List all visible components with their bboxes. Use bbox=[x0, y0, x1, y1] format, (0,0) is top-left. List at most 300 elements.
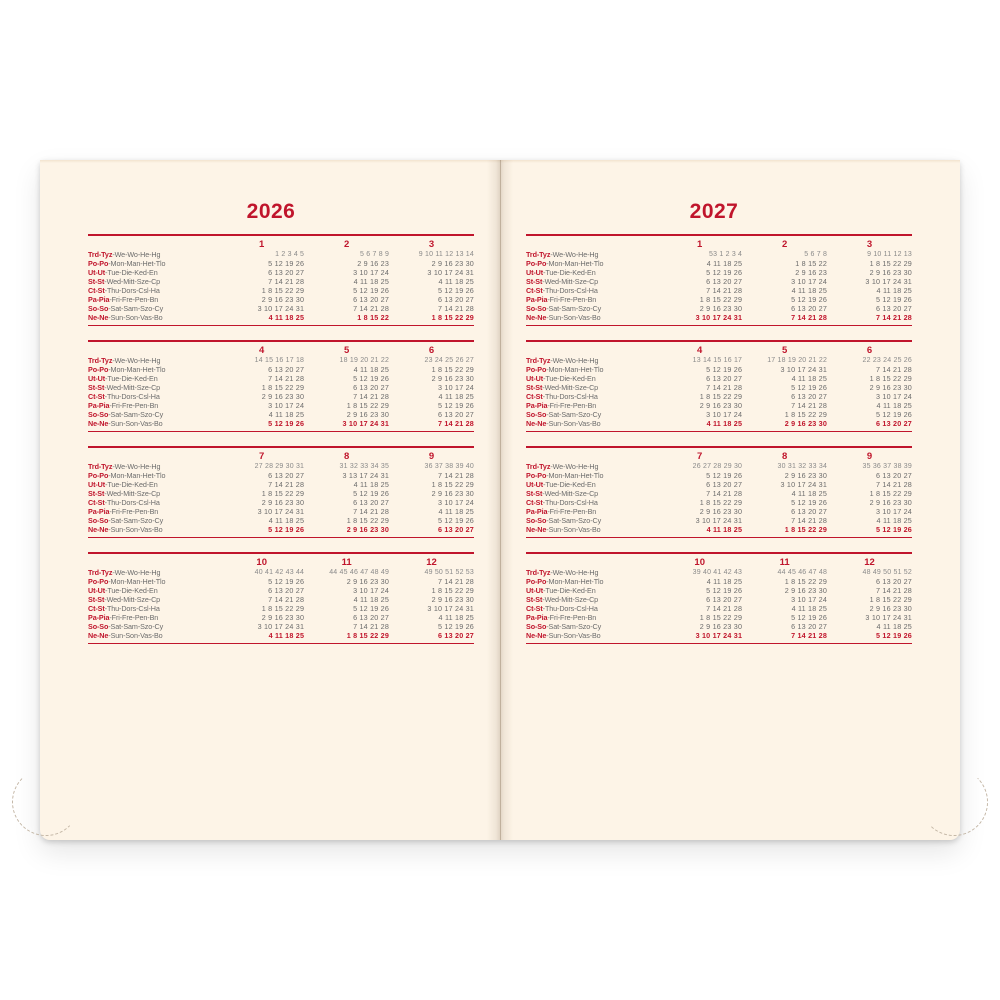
date-numbers: 3 10 17 24 bbox=[876, 391, 912, 401]
day-row bbox=[88, 277, 474, 286]
day-row bbox=[88, 525, 474, 534]
date-numbers: 7 14 21 28 bbox=[438, 576, 474, 586]
date-numbers: 5 12 19 26 bbox=[706, 364, 743, 374]
date-numbers: 6 13 20 27 bbox=[791, 621, 828, 631]
quarter-table bbox=[526, 451, 912, 534]
quarter-block bbox=[526, 552, 912, 644]
date-numbers: 3 10 17 24 bbox=[791, 594, 828, 604]
day-row bbox=[526, 356, 912, 365]
date-numbers: 1 8 15 22 29 bbox=[261, 603, 305, 613]
day-label: Ne-Ne-Sun-Son-Vas-Bo bbox=[88, 418, 163, 428]
date-numbers: 4 11 18 25 bbox=[268, 630, 305, 640]
week-numbers: 35 36 37 38 39 bbox=[862, 462, 912, 470]
week-numbers: 53 1 2 3 4 bbox=[709, 250, 743, 258]
date-numbers: 6 13 20 27 bbox=[353, 497, 390, 507]
date-numbers: 7 14 21 28 bbox=[438, 470, 474, 480]
day-row bbox=[88, 471, 474, 480]
day-row bbox=[526, 268, 912, 277]
date-numbers: 1 8 15 22 29 bbox=[431, 479, 474, 489]
date-numbers: 1 8 15 22 29 bbox=[784, 524, 828, 534]
date-numbers: 6 13 20 27 bbox=[268, 585, 305, 595]
day-label: So-So-Sat-Sam-Szo-Cy bbox=[88, 409, 164, 419]
day-row bbox=[526, 401, 912, 410]
date-numbers: 1 8 15 22 29 bbox=[261, 285, 305, 295]
day-row bbox=[526, 525, 912, 534]
day-label: Ct-St-Thu-Dors-Csl-Ha bbox=[526, 285, 598, 295]
date-numbers: 6 13 20 27 bbox=[268, 364, 305, 374]
date-numbers: 5 12 19 26 bbox=[791, 612, 828, 622]
day-label: Trd-Tyz-We-Wo-He-Hg bbox=[88, 249, 161, 259]
day-label: Trd-Tyz-We-Wo-He-Hg bbox=[88, 567, 161, 577]
date-numbers: 3 10 17 24 31 bbox=[780, 364, 828, 374]
date-numbers: 7 14 21 28 bbox=[268, 276, 305, 286]
day-label: So-So-Sat-Sam-Szo-Cy bbox=[88, 515, 164, 525]
date-numbers: 6 13 20 27 bbox=[438, 524, 474, 534]
day-row bbox=[526, 471, 912, 480]
date-numbers: 4 11 18 25 bbox=[268, 312, 305, 322]
day-label: St-St-Wed-Mitt-Sze-Cp bbox=[526, 382, 599, 392]
header-spacer bbox=[526, 239, 657, 250]
week-numbers: 27 28 29 30 31 bbox=[254, 462, 305, 470]
date-numbers: 2 9 16 23 30 bbox=[784, 418, 828, 428]
day-row bbox=[526, 304, 912, 313]
week-numbers: 44 45 46 47 48 49 bbox=[329, 568, 390, 576]
date-numbers: 3 10 17 24 bbox=[791, 276, 828, 286]
date-numbers: 5 12 19 26 bbox=[438, 400, 474, 410]
day-row bbox=[88, 462, 474, 471]
day-label: Ut-Ut-Tue-Die-Ked-En bbox=[526, 479, 596, 489]
month-number: 2 bbox=[343, 238, 350, 250]
month-number: 2 bbox=[781, 238, 788, 250]
date-numbers: 4 11 18 25 bbox=[706, 418, 743, 428]
quarter-table bbox=[526, 239, 912, 322]
day-label: Po-Po-Mon-Man-Het-Tlo bbox=[526, 576, 604, 586]
date-numbers: 4 11 18 25 bbox=[438, 276, 474, 286]
day-row bbox=[526, 392, 912, 401]
date-numbers: 7 14 21 28 bbox=[706, 285, 743, 295]
day-label: Pa-Pia-Fri-Fre-Pen-Bn bbox=[526, 506, 597, 516]
day-label: Ne-Ne-Sun-Son-Vas-Bo bbox=[526, 524, 601, 534]
day-row bbox=[88, 489, 474, 498]
date-numbers: 6 13 20 27 bbox=[706, 276, 743, 286]
day-label: Po-Po-Mon-Man-Het-Tlo bbox=[88, 364, 166, 374]
day-label: St-St-Wed-Mitt-Sze-Cp bbox=[88, 382, 161, 392]
date-numbers: 4 11 18 25 bbox=[706, 258, 743, 268]
date-numbers: 2 9 16 23 30 bbox=[346, 576, 390, 586]
date-numbers: 6 13 20 27 bbox=[876, 418, 912, 428]
day-row bbox=[88, 356, 474, 365]
date-numbers: 5 12 19 26 bbox=[438, 285, 474, 295]
month-header-row bbox=[526, 239, 912, 250]
day-label: St-St-Wed-Mitt-Sze-Cp bbox=[88, 488, 161, 498]
date-numbers: 7 14 21 28 bbox=[706, 603, 743, 613]
month-header-row bbox=[88, 239, 474, 250]
week-numbers: 44 45 46 47 48 bbox=[777, 568, 828, 576]
date-numbers: 7 14 21 28 bbox=[791, 515, 828, 525]
date-numbers: 7 14 21 28 bbox=[353, 303, 390, 313]
day-label: Trd-Tyz-We-Wo-He-Hg bbox=[88, 355, 161, 365]
date-numbers: 1 8 15 22 29 bbox=[699, 612, 743, 622]
date-numbers: 4 11 18 25 bbox=[706, 576, 743, 586]
day-label: Ut-Ut-Tue-Die-Ked-En bbox=[526, 585, 596, 595]
date-numbers: 5 12 19 26 bbox=[268, 524, 305, 534]
day-label: St-St-Wed-Mitt-Sze-Cp bbox=[88, 594, 161, 604]
date-numbers: 1 8 15 22 29 bbox=[869, 373, 912, 383]
day-row bbox=[526, 595, 912, 604]
quarter-rule-top bbox=[88, 234, 474, 236]
quarter-block bbox=[526, 234, 912, 326]
date-numbers: 7 14 21 28 bbox=[353, 621, 390, 631]
date-numbers: 4 11 18 25 bbox=[438, 612, 474, 622]
date-numbers: 5 12 19 26 bbox=[353, 373, 390, 383]
day-label: So-So-Sat-Sam-Szo-Cy bbox=[526, 303, 602, 313]
day-label: Trd-Tyz-We-Wo-He-Hg bbox=[526, 567, 599, 577]
day-row bbox=[88, 604, 474, 613]
date-numbers: 5 12 19 26 bbox=[876, 630, 912, 640]
date-numbers: 7 14 21 28 bbox=[706, 488, 743, 498]
day-label: Pa-Pia-Fri-Fre-Pen-Bn bbox=[526, 400, 597, 410]
date-numbers: 5 12 19 26 bbox=[876, 409, 912, 419]
date-numbers: 6 13 20 27 bbox=[438, 409, 474, 419]
month-number: 7 bbox=[697, 450, 703, 462]
month-number: 7 bbox=[259, 450, 265, 462]
date-numbers: 5 12 19 26 bbox=[706, 585, 743, 595]
date-numbers: 2 9 16 23 30 bbox=[784, 470, 828, 480]
day-row bbox=[526, 259, 912, 268]
quarter-rule-top bbox=[526, 446, 912, 448]
week-numbers: 30 31 32 33 34 bbox=[777, 462, 828, 470]
date-numbers: 6 13 20 27 bbox=[353, 612, 390, 622]
day-row bbox=[88, 313, 474, 322]
week-numbers: 9 10 11 12 13 bbox=[867, 250, 912, 258]
quarter-block bbox=[88, 552, 474, 644]
day-label: Po-Po-Mon-Man-Het-Tlo bbox=[526, 364, 604, 374]
month-number: 9 bbox=[428, 450, 435, 462]
day-row bbox=[88, 631, 474, 640]
date-numbers: 1 8 15 22 29 bbox=[784, 409, 828, 419]
day-row bbox=[88, 374, 474, 383]
date-numbers: 5 12 19 26 bbox=[706, 470, 743, 480]
day-label: St-St-Wed-Mitt-Sze-Cp bbox=[526, 276, 599, 286]
date-numbers: 3 10 17 24 31 bbox=[695, 515, 743, 525]
day-row bbox=[88, 286, 474, 295]
date-numbers: 2 9 16 23 bbox=[357, 258, 390, 268]
day-row bbox=[88, 304, 474, 313]
day-row bbox=[88, 401, 474, 410]
month-number: 8 bbox=[343, 450, 350, 462]
day-label: Ut-Ut-Tue-Die-Ked-En bbox=[88, 267, 158, 277]
day-label: So-So-Sat-Sam-Szo-Cy bbox=[526, 409, 602, 419]
header-spacer bbox=[526, 557, 657, 568]
date-numbers: 2 9 16 23 30 bbox=[699, 303, 743, 313]
week-numbers: 1 2 3 4 5 bbox=[275, 250, 305, 258]
date-numbers: 5 12 19 26 bbox=[791, 294, 828, 304]
quarter-rule-bottom bbox=[88, 537, 474, 539]
date-numbers: 2 9 16 23 30 bbox=[346, 409, 390, 419]
month-number: 3 bbox=[428, 238, 435, 250]
date-numbers: 1 8 15 22 29 bbox=[431, 312, 474, 322]
day-row bbox=[526, 462, 912, 471]
day-row bbox=[88, 586, 474, 595]
date-numbers: 3 10 17 24 31 bbox=[427, 267, 474, 277]
quarter-block bbox=[88, 446, 474, 538]
header-spacer bbox=[88, 451, 219, 462]
date-numbers: 1 8 15 22 29 bbox=[699, 497, 743, 507]
date-numbers: 3 10 17 24 bbox=[706, 409, 743, 419]
date-numbers: 5 12 19 26 bbox=[438, 621, 474, 631]
date-numbers: 6 13 20 27 bbox=[791, 506, 828, 516]
day-label: St-St-Wed-Mitt-Sze-Cp bbox=[88, 276, 161, 286]
day-label: Pa-Pia-Fri-Fre-Pen-Bn bbox=[88, 400, 159, 410]
date-numbers: 3 10 17 24 31 bbox=[865, 612, 912, 622]
day-row bbox=[88, 419, 474, 428]
date-numbers: 3 10 17 24 bbox=[876, 506, 912, 516]
day-label: Ne-Ne-Sun-Son-Vas-Bo bbox=[526, 630, 601, 640]
quarter-table bbox=[88, 239, 474, 322]
day-label: Trd-Tyz-We-Wo-He-Hg bbox=[526, 461, 599, 471]
week-numbers: 5 6 7 8 9 bbox=[360, 250, 390, 258]
right-page bbox=[500, 160, 960, 840]
day-label: Ne-Ne-Sun-Son-Vas-Bo bbox=[526, 312, 601, 322]
quarter-rule-bottom bbox=[526, 431, 912, 433]
date-numbers: 7 14 21 28 bbox=[438, 418, 474, 428]
month-header-row bbox=[88, 451, 474, 462]
month-number: 4 bbox=[697, 344, 703, 356]
date-numbers: 4 11 18 25 bbox=[353, 479, 390, 489]
day-label: Po-Po-Mon-Man-Het-Tlo bbox=[88, 576, 166, 586]
date-numbers: 5 12 19 26 bbox=[268, 418, 305, 428]
date-numbers: 2 9 16 23 30 bbox=[261, 391, 305, 401]
day-label: Po-Po-Mon-Man-Het-Tlo bbox=[88, 470, 166, 480]
day-row bbox=[88, 410, 474, 419]
date-numbers: 2 9 16 23 30 bbox=[431, 258, 474, 268]
date-numbers: 3 10 17 24 31 bbox=[865, 276, 912, 286]
date-numbers: 3 10 17 24 31 bbox=[257, 621, 305, 631]
date-numbers: 4 11 18 25 bbox=[353, 276, 390, 286]
month-number: 11 bbox=[341, 556, 352, 568]
day-row bbox=[526, 419, 912, 428]
day-label: Pa-Pia-Fri-Fre-Pen-Bn bbox=[526, 612, 597, 622]
date-numbers: 5 12 19 26 bbox=[268, 258, 305, 268]
date-numbers: 6 13 20 27 bbox=[791, 391, 828, 401]
date-numbers: 5 12 19 26 bbox=[353, 285, 390, 295]
quarter-block bbox=[526, 446, 912, 538]
date-numbers: 2 9 16 23 30 bbox=[431, 594, 474, 604]
date-numbers: 1 8 15 22 29 bbox=[346, 630, 390, 640]
month-number: 12 bbox=[426, 556, 437, 568]
month-number: 1 bbox=[259, 238, 265, 250]
date-numbers: 7 14 21 28 bbox=[706, 382, 743, 392]
quarter-table bbox=[526, 557, 912, 640]
quarter-rule-top bbox=[88, 340, 474, 342]
day-label: Ct-St-Thu-Dors-Csl-Ha bbox=[88, 603, 160, 613]
open-planner bbox=[40, 160, 960, 840]
date-numbers: 6 13 20 27 bbox=[438, 294, 474, 304]
date-numbers: 4 11 18 25 bbox=[438, 391, 474, 401]
day-row bbox=[88, 498, 474, 507]
day-label: Pa-Pia-Fri-Fre-Pen-Bn bbox=[88, 506, 159, 516]
day-row bbox=[88, 516, 474, 525]
date-numbers: 5 12 19 26 bbox=[438, 515, 474, 525]
month-number: 1 bbox=[697, 238, 703, 250]
date-numbers: 7 14 21 28 bbox=[876, 479, 912, 489]
date-numbers: 2 9 16 23 30 bbox=[699, 506, 743, 516]
date-numbers: 1 8 15 22 29 bbox=[431, 585, 474, 595]
week-numbers: 36 37 38 39 40 bbox=[424, 462, 474, 470]
date-numbers: 7 14 21 28 bbox=[791, 630, 828, 640]
day-row bbox=[88, 250, 474, 259]
day-row bbox=[526, 374, 912, 383]
day-row bbox=[526, 295, 912, 304]
date-numbers: 2 9 16 23 30 bbox=[869, 267, 912, 277]
day-label: So-So-Sat-Sam-Szo-Cy bbox=[526, 515, 602, 525]
week-numbers: 48 49 50 51 52 bbox=[862, 568, 912, 576]
date-numbers: 6 13 20 27 bbox=[876, 470, 912, 480]
date-numbers: 3 10 17 24 31 bbox=[257, 506, 305, 516]
date-numbers: 3 10 17 24 31 bbox=[257, 303, 305, 313]
day-row bbox=[88, 480, 474, 489]
quarter-block bbox=[88, 234, 474, 326]
date-numbers: 7 14 21 28 bbox=[438, 303, 474, 313]
date-numbers: 3 10 17 24 bbox=[353, 267, 390, 277]
date-numbers: 4 11 18 25 bbox=[876, 285, 912, 295]
week-numbers: 9 10 11 12 13 14 bbox=[418, 250, 474, 258]
day-label: Pa-Pia-Fri-Fre-Pen-Bn bbox=[88, 612, 159, 622]
day-row bbox=[88, 595, 474, 604]
date-numbers: 6 13 20 27 bbox=[353, 382, 390, 392]
date-numbers: 3 10 17 24 bbox=[353, 585, 390, 595]
week-numbers: 49 50 51 52 53 bbox=[424, 568, 474, 576]
day-row bbox=[526, 313, 912, 322]
date-numbers: 2 9 16 23 30 bbox=[261, 612, 305, 622]
day-row bbox=[526, 604, 912, 613]
day-label: Ut-Ut-Tue-Die-Ked-En bbox=[526, 373, 596, 383]
quarter-rule-top bbox=[526, 340, 912, 342]
month-header-row bbox=[526, 451, 912, 462]
date-numbers: 5 12 19 26 bbox=[353, 603, 390, 613]
day-row bbox=[526, 277, 912, 286]
month-header-row bbox=[526, 345, 912, 356]
date-numbers: 3 10 17 24 bbox=[268, 400, 305, 410]
header-spacer bbox=[88, 557, 219, 568]
header-spacer bbox=[526, 345, 657, 356]
quarter-rule-bottom bbox=[526, 643, 912, 645]
week-numbers: 22 23 24 25 26 bbox=[862, 356, 912, 364]
month-number: 11 bbox=[779, 556, 790, 568]
date-numbers: 4 11 18 25 bbox=[268, 409, 305, 419]
day-row bbox=[526, 410, 912, 419]
day-row bbox=[88, 268, 474, 277]
date-numbers: 1 8 15 22 29 bbox=[699, 294, 743, 304]
day-label: Trd-Tyz-We-Wo-He-Hg bbox=[526, 249, 599, 259]
date-numbers: 5 12 19 26 bbox=[268, 576, 305, 586]
month-number: 4 bbox=[259, 344, 265, 356]
day-row bbox=[88, 622, 474, 631]
quarter-table bbox=[88, 557, 474, 640]
date-numbers: 3 10 17 24 bbox=[438, 497, 474, 507]
day-row bbox=[88, 392, 474, 401]
quarter-table bbox=[88, 345, 474, 428]
date-numbers: 1 8 15 22 29 bbox=[261, 382, 305, 392]
date-numbers: 7 14 21 28 bbox=[876, 585, 912, 595]
date-numbers: 2 9 16 23 30 bbox=[431, 488, 474, 498]
month-number: 9 bbox=[866, 450, 873, 462]
date-numbers: 6 13 20 27 bbox=[438, 630, 474, 640]
day-row bbox=[88, 295, 474, 304]
date-numbers: 2 9 16 23 30 bbox=[869, 497, 912, 507]
date-numbers: 3 10 17 24 31 bbox=[695, 312, 743, 322]
date-numbers: 1 8 15 22 29 bbox=[869, 488, 912, 498]
day-label: Ut-Ut-Tue-Die-Ked-En bbox=[88, 373, 158, 383]
day-label: Ut-Ut-Tue-Die-Ked-En bbox=[88, 585, 158, 595]
date-numbers: 6 13 20 27 bbox=[706, 594, 743, 604]
day-row bbox=[526, 586, 912, 595]
day-row bbox=[526, 631, 912, 640]
date-numbers: 1 8 15 22 29 bbox=[346, 515, 390, 525]
date-numbers: 6 13 20 27 bbox=[791, 303, 828, 313]
week-numbers: 18 19 20 21 22 bbox=[339, 356, 390, 364]
date-numbers: 2 9 16 23 30 bbox=[431, 373, 474, 383]
date-numbers: 4 11 18 25 bbox=[706, 524, 743, 534]
date-numbers: 3 10 17 24 31 bbox=[695, 630, 743, 640]
day-row bbox=[88, 259, 474, 268]
date-numbers: 3 10 17 24 bbox=[438, 382, 474, 392]
day-row bbox=[88, 577, 474, 586]
day-label: Pa-Pia-Fri-Fre-Pen-Bn bbox=[526, 294, 597, 304]
date-numbers: 5 12 19 26 bbox=[706, 267, 743, 277]
quarter-table bbox=[526, 345, 912, 428]
header-spacer bbox=[88, 345, 219, 356]
week-numbers: 31 32 33 34 35 bbox=[339, 462, 390, 470]
week-numbers: 5 6 7 8 bbox=[804, 250, 828, 258]
week-numbers: 40 41 42 43 44 bbox=[254, 568, 305, 576]
date-numbers: 3 10 17 24 31 bbox=[342, 418, 390, 428]
gutter-fold-line bbox=[500, 160, 501, 840]
date-numbers: 1 8 15 22 29 bbox=[784, 576, 828, 586]
date-numbers: 6 13 20 27 bbox=[268, 267, 305, 277]
date-numbers: 1 8 15 22 29 bbox=[869, 258, 912, 268]
month-number: 5 bbox=[343, 344, 350, 356]
day-row bbox=[88, 383, 474, 392]
day-label: Trd-Tyz-We-Wo-He-Hg bbox=[526, 355, 599, 365]
date-numbers: 1 8 15 22 bbox=[795, 258, 828, 268]
week-numbers: 13 14 15 16 17 bbox=[692, 356, 743, 364]
date-numbers: 7 14 21 28 bbox=[791, 400, 828, 410]
date-numbers: 1 8 15 22 29 bbox=[431, 364, 474, 374]
date-numbers: 2 9 16 23 30 bbox=[261, 497, 305, 507]
day-label: Trd-Tyz-We-Wo-He-Hg bbox=[88, 461, 161, 471]
day-label: Po-Po-Mon-Man-Het-Tlo bbox=[526, 258, 604, 268]
month-number: 5 bbox=[781, 344, 788, 356]
day-label: Ct-St-Thu-Dors-Csl-Ha bbox=[526, 603, 598, 613]
month-number: 12 bbox=[864, 556, 875, 568]
quarter-block bbox=[88, 340, 474, 432]
date-numbers: 5 12 19 26 bbox=[876, 524, 912, 534]
date-numbers: 5 12 19 26 bbox=[353, 488, 390, 498]
date-numbers: 6 13 20 27 bbox=[876, 576, 912, 586]
day-label: Ct-St-Thu-Dors-Csl-Ha bbox=[526, 391, 598, 401]
date-numbers: 3 10 17 24 31 bbox=[780, 479, 828, 489]
day-row bbox=[526, 577, 912, 586]
day-row bbox=[526, 480, 912, 489]
date-numbers: 7 14 21 28 bbox=[353, 391, 390, 401]
week-numbers: 23 24 25 26 27 bbox=[424, 356, 474, 364]
date-numbers: 1 8 15 22 bbox=[357, 312, 390, 322]
day-label: Ut-Ut-Tue-Die-Ked-En bbox=[526, 267, 596, 277]
date-numbers: 4 11 18 25 bbox=[438, 506, 474, 516]
quarter-table bbox=[88, 451, 474, 534]
date-numbers: 2 9 16 23 30 bbox=[869, 603, 912, 613]
